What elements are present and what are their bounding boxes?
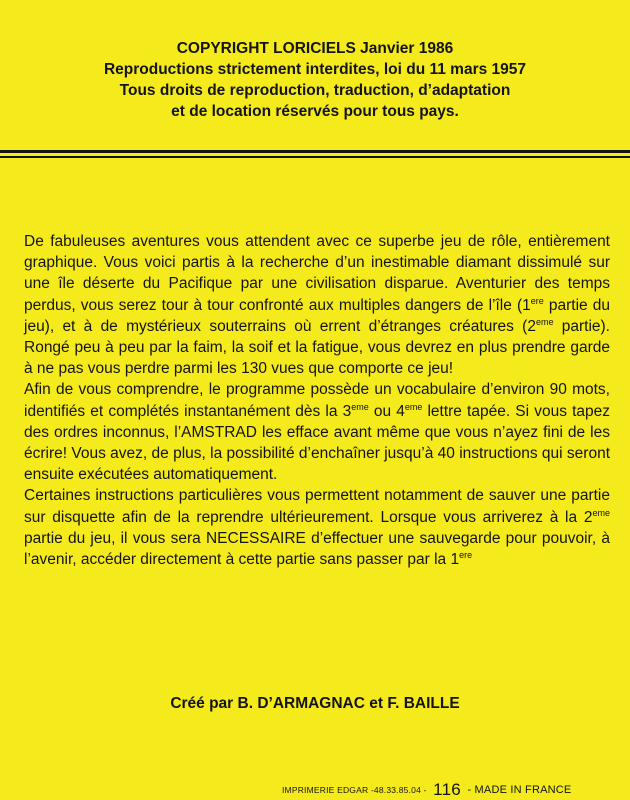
description-text [24,231,610,570]
page-number: 116 [433,780,461,799]
paragraph-save: Certaines instructions particulières vous permettent notamment de sauver une partie sur disquette afin de la reprendre ultérieurement. Lorsque vous arriverez à la 2eme partie du jeu, il vous sera NECESSAIRE d’effectuer une sauvegarde pour pouvoir, à l’avenir, accéder directement à cette partie sans passer par la 1ere [24,487,610,569]
copyright-header [0,38,630,122]
printer-footer [282,780,571,800]
copyright-line-4: et de location réservés pour tous pays. [171,103,459,120]
divider-thick [0,150,630,153]
copyright-line-2: Reproductions strictement interdites, loi du 11 mars 1957 [103,61,527,78]
paragraph-story: De fabuleuses aventures vous attendent avec ce superbe jeu de rôle, entièrement graphique. Vous voici partis à la recherche d’un inestimable diamant dissimulé sur une île déserte du Pacifique par une civilisation disparue. Aventurier des temps perdus, vous serez tour à tour confronté aux multiples dangers de l’île (1ere partie du jeu), et à de mystérieux souterrains où errent d’étranges créatures (2eme partie). Rongé peu à peu par la faim, la soif et la fatigue, vous devrez en plus prendre garde à ne pas vous perdre parmi les 130 vues que comporte ce jeu! [24,233,610,378]
divider-thin [0,156,630,158]
authors-credit: Créé par B. D’ARMAGNAC et F. BAILLE [170,695,460,712]
printer-info: IMPRIMERIE EDGAR -48.33.85.04 - [282,785,427,795]
copyright-line-3: Tous droits de reproduction, traduction, d’adaptation [119,82,511,99]
copyright-line-1: COPYRIGHT LORICIELS Janvier 1986 [176,40,454,57]
made-in-france: - MADE IN FRANCE [467,784,572,796]
paragraph-vocabulary: Afin de vous comprendre, le programme possède un vocabulaire d’environ 90 mots, identifiés et complétés instantanément dès la 3eme ou 4eme lettre tapée. Si vous tapez des ordres inconnus, l’AMSTRAD les efface avant même que vous n’ayez fini de les écrire! Vous avez, de plus, la possibilité d’enchaîner jusqu’à 40 instructions qui seront ensuite exécutées automatiquement. [24,381,610,484]
